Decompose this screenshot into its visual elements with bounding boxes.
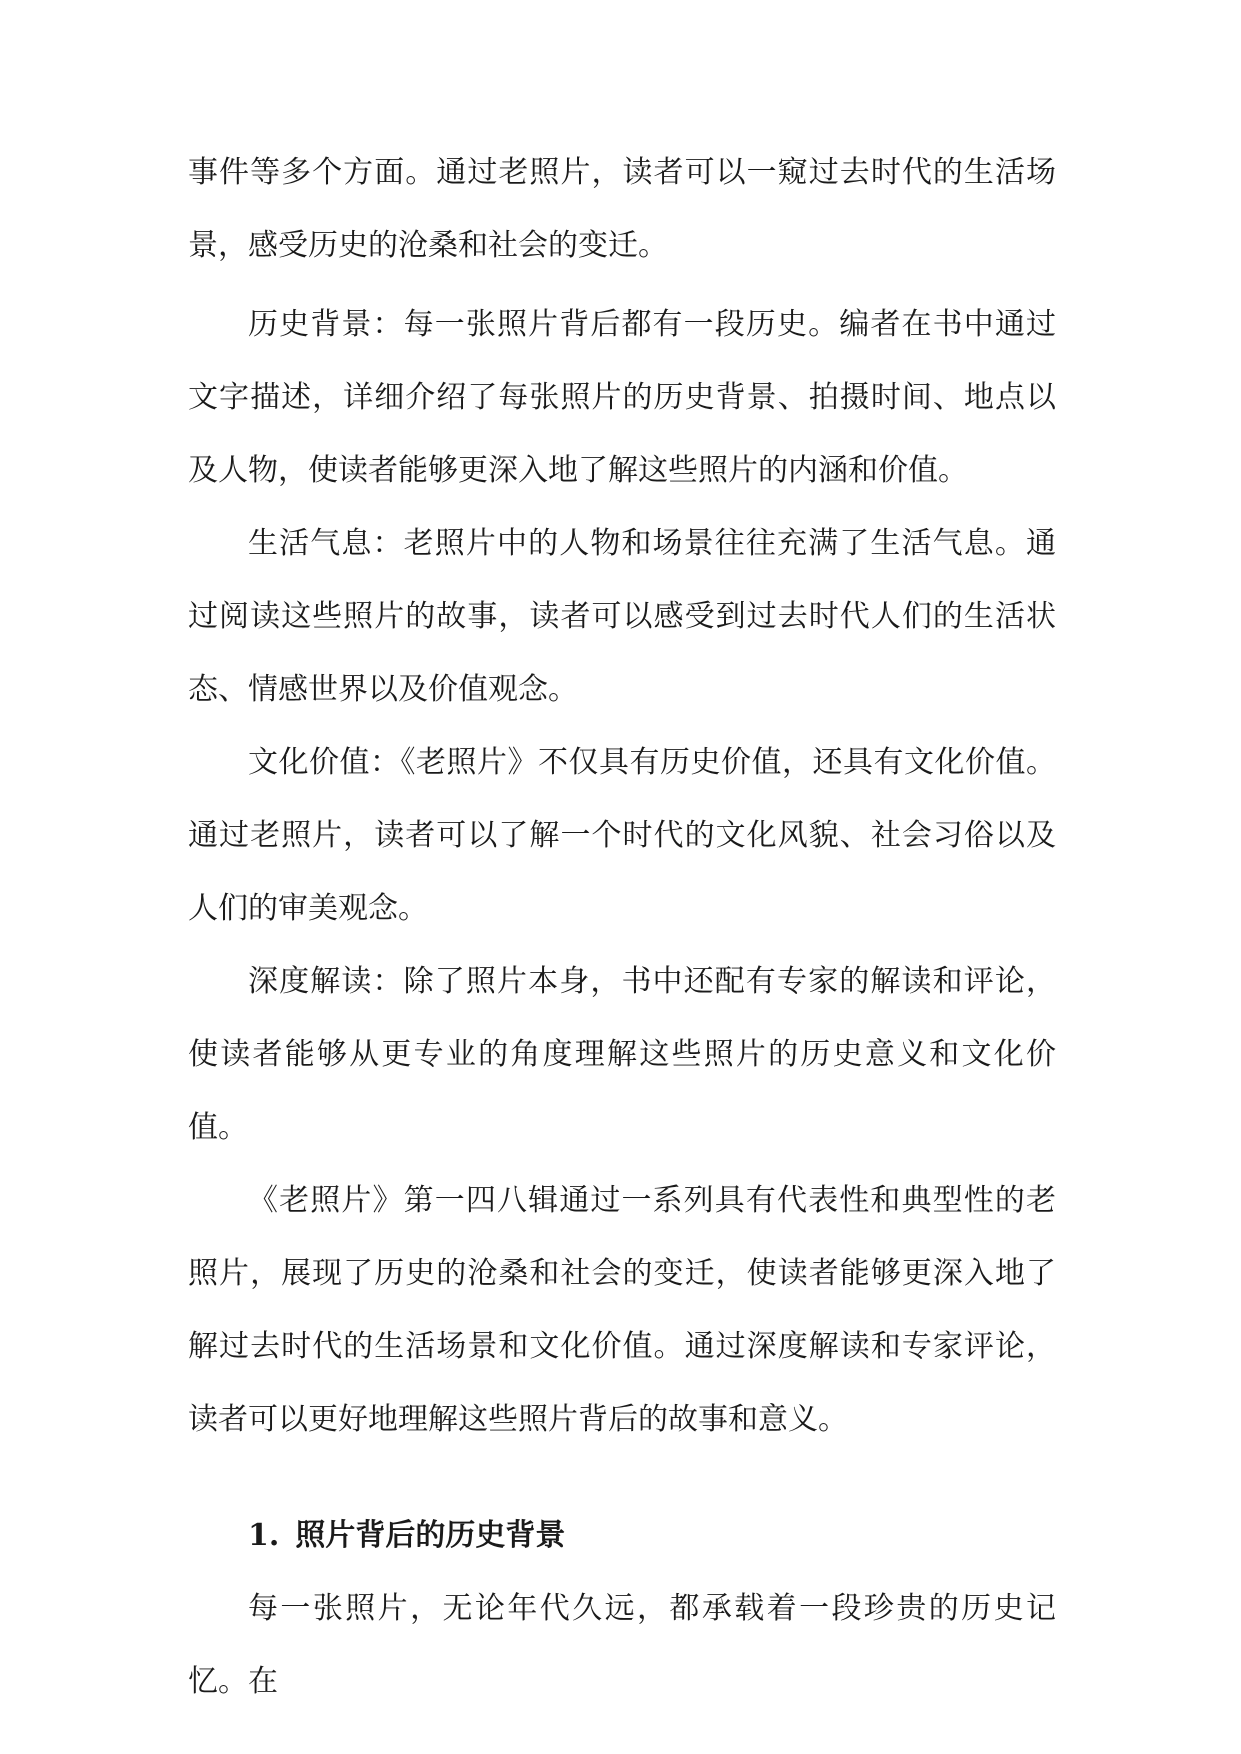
section-title: 照片背后的历史背景 <box>295 1518 566 1553</box>
paragraph-section-intro: 每一张照片，无论年代久远，都承载着一段珍贵的历史记忆。在 <box>188 1591 1056 1699</box>
paragraph-life-atmosphere: 生活气息：老照片中的人物和场景往往充满了生活气息。通过阅读这些照片的故事，读者可以感受到过去时代人们的生活状态、情感世界以及价值观念。 <box>188 526 1056 707</box>
paragraph-in-depth-reading: 深度解读：除了照片本身，书中还配有专家的解读和评论，使读者能够从更专业的角度理解这些照片的历史意义和文化价值。 <box>188 964 1056 1145</box>
paragraph-cultural-value: 文化价值：《老照片》不仅具有历史价值，还具有文化价值。通过老照片，读者可以了解一个时代的文化风貌、社会习俗以及人们的审美观念。 <box>188 745 1056 926</box>
paragraph-continuation: 事件等多个方面。通过老照片，读者可以一窥过去时代的生活场景，感受历史的沧桑和社会的变迁。 <box>188 155 1056 263</box>
section-number: 1. <box>248 1518 280 1553</box>
paragraph-historical-background: 历史背景：每一张照片背后都有一段历史。编者在书中通过文字描述，详细介绍了每张照片的历史背景、拍摄时间、地点以及人物，使读者能够更深入地了解这些照片的内涵和价值。 <box>188 307 1056 488</box>
section-heading <box>188 1499 1056 1572</box>
document-page <box>188 136 1056 1718</box>
paragraph-summary: 《老照片》第一四八辑通过一系列具有代表性和典型性的老照片，展现了历史的沧桑和社会的变迁，使读者能够更深入地了解过去时代的生活场景和文化价值。通过深度解读和专家评论，读者可以更好地理解这些照片背后的故事和意义。 <box>188 1183 1056 1437</box>
